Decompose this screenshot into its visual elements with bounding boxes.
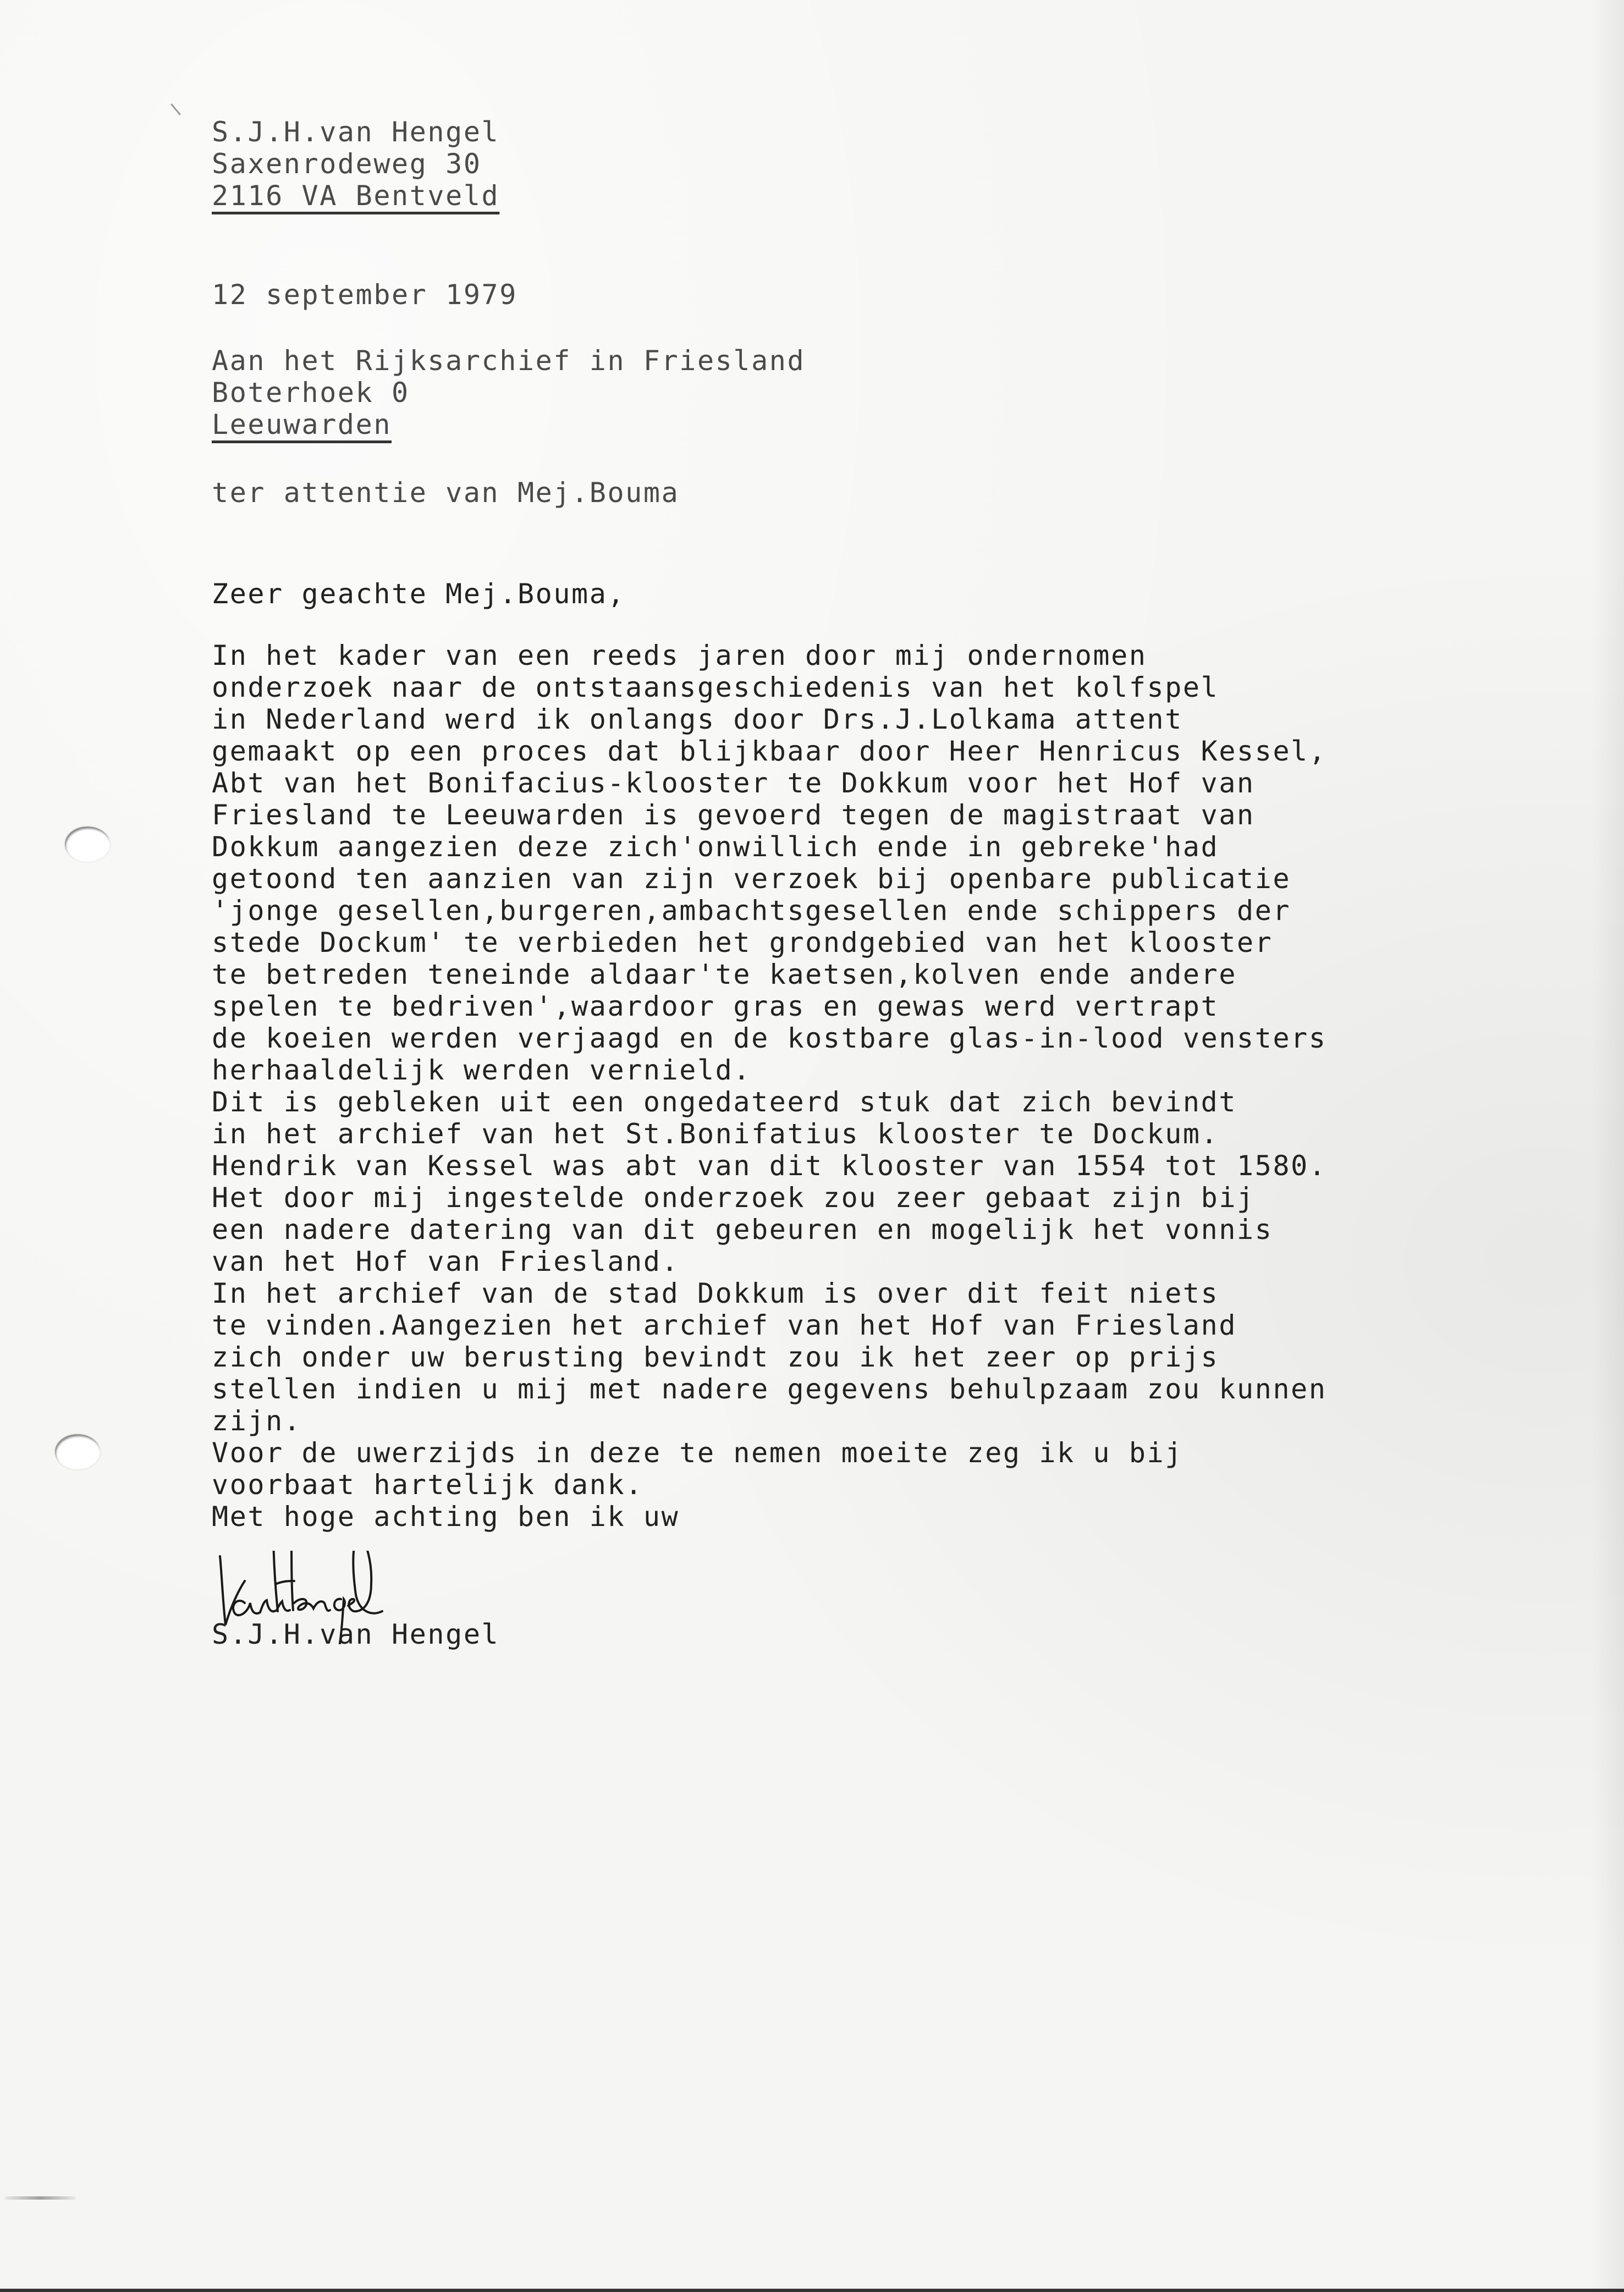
salutation: Zeer geachte Mej.Bouma, <box>212 578 626 610</box>
body-line: 'jonge gesellen,burgeren,ambachtsgesellen ende schippers der <box>212 895 1291 927</box>
body-line: onderzoek naar de ontstaansgeschiedenis van het kolfspel <box>212 671 1219 703</box>
body-line: In het kader van een reeds jaren door mij ondernomen <box>212 640 1147 671</box>
sender-city: 2116 VA Bentveld <box>212 180 500 212</box>
pencil-mark-icon <box>170 103 181 115</box>
attention-line: ter attentie van Mej.Bouma <box>212 477 680 509</box>
body-line: Abt van het Bonifacius-klooster te Dokkum voor het Hof van <box>212 767 1255 799</box>
body-line: voorbaat hartelijk dank. <box>212 1469 643 1501</box>
body-line: Friesland te Leeuwarden is gevoerd tegen de magistraat van <box>212 799 1255 831</box>
page-shadow-edge <box>1591 0 1624 2292</box>
body-line: te betreden teneinde aldaar'te kaetsen,kolven ende andere <box>212 958 1237 990</box>
body-line: stede Dockum' te verbieden het grondgebied van het klooster <box>212 927 1273 958</box>
sender-street: Saxenrodeweg 30 <box>212 148 482 180</box>
punch-hole-icon <box>55 1434 100 1469</box>
body-line: In het archief van de stad Dokkum is over dit feit niets <box>212 1277 1219 1309</box>
body-line: in Nederland werd ik onlangs door Drs.J.Lolkama attent <box>212 703 1183 735</box>
recipient-line-2: Boterhoek 0 <box>212 377 410 409</box>
body-line: getoond ten aanzien van zijn verzoek bij openbare publicatie <box>212 863 1291 895</box>
sender-name: S.J.H.van Hengel <box>212 116 500 148</box>
body-line: te vinden.Aangezien het archief van het Hof van Friesland <box>212 1309 1237 1341</box>
recipient-city: Leeuwarden <box>212 409 392 440</box>
body-line: stellen indien u mij met nadere gegevens behulpzaam zou kunnen <box>212 1373 1327 1405</box>
body-line: herhaaldelijk werden vernield. <box>212 1054 752 1086</box>
body-line: zich onder uw berusting bevindt zou ik het zeer op prijs <box>212 1341 1219 1373</box>
recipient-line-1: Aan het Rijksarchief in Friesland <box>212 345 806 377</box>
closing-line: Met hoge achting ben ik uw <box>212 1501 680 1533</box>
page-bottom-edge <box>0 2289 1624 2292</box>
body-line: Dokkum aangezien deze zich'onwillich ende in gebreke'had <box>212 831 1219 863</box>
body-line: van het Hof van Friesland. <box>212 1246 680 1277</box>
body-line: een nadere datering van dit gebeuren en mogelijk het vonnis <box>212 1214 1273 1246</box>
body-line: Dit is gebleken uit een ongedateerd stuk dat zich bevindt <box>212 1086 1237 1118</box>
body-line: gemaakt op een proces dat blijkbaar door Heer Henricus Kessel, <box>212 735 1327 767</box>
ink-smudge <box>4 2196 76 2200</box>
body-line: Hendrik van Kessel was abt van dit klooster van 1554 tot 1580. <box>212 1150 1327 1182</box>
body-line: in het archief van het St.Bonifatius klooster te Dockum. <box>212 1118 1219 1150</box>
body-line: Het door mij ingestelde onderzoek zou zeer gebaat zijn bij <box>212 1182 1255 1214</box>
body-line: Voor de uwerzijds in deze te nemen moeite zeg ik u bij <box>212 1437 1183 1469</box>
body-line: zijn. <box>212 1405 302 1437</box>
punch-hole-icon <box>65 827 110 862</box>
signed-name: S.J.H.van Hengel <box>212 1618 500 1650</box>
letter-date: 12 september 1979 <box>212 279 518 311</box>
body-line: de koeien werden verjaagd en de kostbare glas-in-lood vensters <box>212 1022 1327 1054</box>
body-line: spelen te bedriven',waardoor gras en gewas werd vertrapt <box>212 990 1219 1022</box>
